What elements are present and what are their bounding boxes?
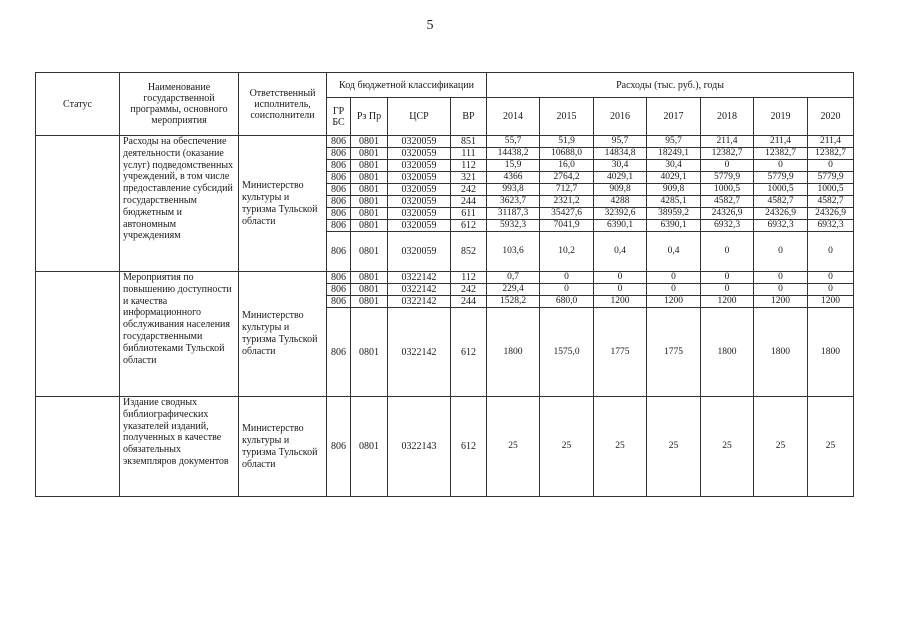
status-cell bbox=[36, 397, 120, 497]
expense-value-cell: 1200 bbox=[701, 296, 754, 308]
csr-cell: 0320059 bbox=[388, 184, 451, 196]
vr-cell: 244 bbox=[451, 296, 487, 308]
expense-value-cell: 95,7 bbox=[594, 136, 647, 148]
expense-value-cell: 1200 bbox=[808, 296, 854, 308]
expense-value-cell: 1800 bbox=[808, 308, 854, 397]
header-status: Статус bbox=[36, 73, 120, 136]
budget-table bbox=[35, 72, 854, 497]
grbs-cell: 806 bbox=[327, 308, 351, 397]
expense-value-cell: 30,4 bbox=[594, 160, 647, 172]
csr-cell: 0322143 bbox=[388, 397, 451, 497]
expense-value-cell: 95,7 bbox=[647, 136, 701, 148]
expense-value-cell: 4582,7 bbox=[754, 196, 808, 208]
expense-value-cell: 12382,7 bbox=[808, 148, 854, 160]
expense-value-cell: 10688,0 bbox=[540, 148, 594, 160]
expense-value-cell: 1000,5 bbox=[808, 184, 854, 196]
csr-cell: 0322142 bbox=[388, 284, 451, 296]
program-name-cell: Мероприятия по повышению доступности и качества информационного обслуживания населения государственными библиотеками Тульской области bbox=[120, 272, 239, 397]
expense-value-cell: 0 bbox=[754, 232, 808, 272]
table-row bbox=[36, 272, 854, 284]
grbs-cell: 806 bbox=[327, 136, 351, 148]
expense-value-cell: 0 bbox=[647, 272, 701, 284]
expense-value-cell: 25 bbox=[754, 397, 808, 497]
expense-value-cell: 0 bbox=[701, 284, 754, 296]
header-year: 2019 bbox=[754, 98, 808, 136]
expense-value-cell: 30,4 bbox=[647, 160, 701, 172]
expense-value-cell: 6932,3 bbox=[754, 220, 808, 232]
rzpr-cell: 0801 bbox=[351, 284, 388, 296]
expense-value-cell: 2764,2 bbox=[540, 172, 594, 184]
expense-value-cell: 993,8 bbox=[487, 184, 540, 196]
header-year: 2016 bbox=[594, 98, 647, 136]
responsible-cell: Министерство культуры и туризма Тульской области bbox=[239, 136, 327, 272]
expense-value-cell: 6390,1 bbox=[647, 220, 701, 232]
expense-value-cell: 1775 bbox=[647, 308, 701, 397]
grbs-cell: 806 bbox=[327, 220, 351, 232]
rzpr-cell: 0801 bbox=[351, 148, 388, 160]
rzpr-cell: 0801 bbox=[351, 272, 388, 284]
expense-value-cell: 4029,1 bbox=[594, 172, 647, 184]
status-cell bbox=[36, 136, 120, 272]
expense-value-cell: 909,8 bbox=[594, 184, 647, 196]
expense-value-cell: 4366 bbox=[487, 172, 540, 184]
vr-cell: 612 bbox=[451, 220, 487, 232]
expense-value-cell: 25 bbox=[540, 397, 594, 497]
expense-value-cell: 1200 bbox=[594, 296, 647, 308]
program-name-cell: Издание сводных библиографических указателей изданий, полученных в качестве обязательных экземпляров документов bbox=[120, 397, 239, 497]
rzpr-cell: 0801 bbox=[351, 136, 388, 148]
expense-value-cell: 211,4 bbox=[754, 136, 808, 148]
expense-value-cell: 16,0 bbox=[540, 160, 594, 172]
expense-value-cell: 4285,1 bbox=[647, 196, 701, 208]
vr-cell: 851 bbox=[451, 136, 487, 148]
csr-cell: 0322142 bbox=[388, 296, 451, 308]
expense-value-cell: 0 bbox=[540, 272, 594, 284]
expense-value-cell: 1800 bbox=[754, 308, 808, 397]
csr-cell: 0320059 bbox=[388, 232, 451, 272]
page-number: 5 bbox=[426, 18, 434, 33]
header-expenses: Расходы (тыс. руб.), годы bbox=[487, 73, 854, 98]
expense-value-cell: 3623,7 bbox=[487, 196, 540, 208]
program-name-cell: Расходы на обеспечение деятельности (оказание услуг) подведомственных учреждений, в том числе предоставление субсидий государственным бюджетным и автономным учреждениям bbox=[120, 136, 239, 272]
vr-cell: 242 bbox=[451, 284, 487, 296]
csr-cell: 0320059 bbox=[388, 220, 451, 232]
expense-value-cell: 712,7 bbox=[540, 184, 594, 196]
vr-cell: 612 bbox=[451, 397, 487, 497]
header-responsible: Ответственный исполнитель, соисполнители bbox=[239, 73, 327, 136]
grbs-cell: 806 bbox=[327, 184, 351, 196]
header-budget-code: Код бюджетной классификации bbox=[327, 73, 487, 98]
rzpr-cell: 0801 bbox=[351, 184, 388, 196]
expense-value-cell: 229,4 bbox=[487, 284, 540, 296]
expense-value-cell: 1200 bbox=[754, 296, 808, 308]
expense-value-cell: 2321,2 bbox=[540, 196, 594, 208]
expense-value-cell: 1800 bbox=[701, 308, 754, 397]
rzpr-cell: 0801 bbox=[351, 220, 388, 232]
expense-value-cell: 0 bbox=[754, 284, 808, 296]
expense-value-cell: 24326,9 bbox=[808, 208, 854, 220]
header-year: 2020 bbox=[808, 98, 854, 136]
expense-value-cell: 211,4 bbox=[701, 136, 754, 148]
grbs-cell: 806 bbox=[327, 208, 351, 220]
vr-cell: 321 bbox=[451, 172, 487, 184]
grbs-cell: 806 bbox=[327, 148, 351, 160]
table-body bbox=[36, 136, 854, 497]
expense-value-cell: 103,6 bbox=[487, 232, 540, 272]
expense-value-cell: 55,7 bbox=[487, 136, 540, 148]
table-row bbox=[36, 397, 854, 497]
expense-value-cell: 1000,5 bbox=[701, 184, 754, 196]
expense-value-cell: 5779,9 bbox=[808, 172, 854, 184]
rzpr-cell: 0801 bbox=[351, 160, 388, 172]
rzpr-cell: 0801 bbox=[351, 397, 388, 497]
expense-value-cell: 1575,0 bbox=[540, 308, 594, 397]
expense-value-cell: 25 bbox=[487, 397, 540, 497]
header-name: Наименование государственной программы, основного мероприятия bbox=[120, 73, 239, 136]
responsible-cell: Министерство культуры и туризма Тульской области bbox=[239, 397, 327, 497]
expense-value-cell: 5779,9 bbox=[754, 172, 808, 184]
header-year: 2014 bbox=[487, 98, 540, 136]
status-cell bbox=[36, 272, 120, 397]
vr-cell: 612 bbox=[451, 308, 487, 397]
header-csr: ЦСР bbox=[388, 98, 451, 136]
expense-value-cell: 14834,8 bbox=[594, 148, 647, 160]
expense-value-cell: 0 bbox=[594, 284, 647, 296]
grbs-cell: 806 bbox=[327, 397, 351, 497]
expense-value-cell: 0,4 bbox=[647, 232, 701, 272]
grbs-cell: 806 bbox=[327, 232, 351, 272]
expense-value-cell: 0 bbox=[647, 284, 701, 296]
expense-value-cell: 5932,3 bbox=[487, 220, 540, 232]
expense-value-cell: 0 bbox=[808, 272, 854, 284]
header-rzpr: Рз Пр bbox=[351, 98, 388, 136]
rzpr-cell: 0801 bbox=[351, 296, 388, 308]
responsible-cell: Министерство культуры и туризма Тульской области bbox=[239, 272, 327, 397]
csr-cell: 0320059 bbox=[388, 160, 451, 172]
header-year: 2017 bbox=[647, 98, 701, 136]
vr-cell: 244 bbox=[451, 196, 487, 208]
rzpr-cell: 0801 bbox=[351, 232, 388, 272]
grbs-cell: 806 bbox=[327, 284, 351, 296]
csr-cell: 0320059 bbox=[388, 148, 451, 160]
csr-cell: 0322142 bbox=[388, 272, 451, 284]
expense-value-cell: 1800 bbox=[487, 308, 540, 397]
vr-cell: 852 bbox=[451, 232, 487, 272]
expense-value-cell: 7041,9 bbox=[540, 220, 594, 232]
expense-value-cell: 25 bbox=[701, 397, 754, 497]
csr-cell: 0320059 bbox=[388, 208, 451, 220]
grbs-cell: 806 bbox=[327, 296, 351, 308]
expense-value-cell: 25 bbox=[808, 397, 854, 497]
vr-cell: 112 bbox=[451, 272, 487, 284]
expense-value-cell: 25 bbox=[647, 397, 701, 497]
expense-value-cell: 211,4 bbox=[808, 136, 854, 148]
vr-cell: 111 bbox=[451, 148, 487, 160]
expense-value-cell: 0 bbox=[754, 160, 808, 172]
header-vr: ВР bbox=[451, 98, 487, 136]
expense-value-cell: 0,4 bbox=[594, 232, 647, 272]
vr-cell: 611 bbox=[451, 208, 487, 220]
grbs-cell: 806 bbox=[327, 196, 351, 208]
expense-value-cell: 4582,7 bbox=[808, 196, 854, 208]
header-grbs: ГР БС bbox=[327, 98, 351, 136]
expense-value-cell: 24326,9 bbox=[754, 208, 808, 220]
expense-value-cell: 4029,1 bbox=[647, 172, 701, 184]
csr-cell: 0320059 bbox=[388, 172, 451, 184]
expense-value-cell: 14438,2 bbox=[487, 148, 540, 160]
expense-value-cell: 0 bbox=[594, 272, 647, 284]
expense-value-cell: 0 bbox=[808, 160, 854, 172]
expense-value-cell: 4582,7 bbox=[701, 196, 754, 208]
csr-cell: 0322142 bbox=[388, 308, 451, 397]
csr-cell: 0320059 bbox=[388, 136, 451, 148]
expense-value-cell: 1200 bbox=[647, 296, 701, 308]
expense-value-cell: 25 bbox=[594, 397, 647, 497]
header-year: 2018 bbox=[701, 98, 754, 136]
expense-value-cell: 1528,2 bbox=[487, 296, 540, 308]
expense-value-cell: 0 bbox=[754, 272, 808, 284]
expense-value-cell: 31187,3 bbox=[487, 208, 540, 220]
expense-value-cell: 12382,7 bbox=[754, 148, 808, 160]
expense-value-cell: 5779,9 bbox=[701, 172, 754, 184]
expense-value-cell: 0 bbox=[701, 160, 754, 172]
expense-value-cell: 0 bbox=[808, 284, 854, 296]
grbs-cell: 806 bbox=[327, 172, 351, 184]
expense-value-cell: 4288 bbox=[594, 196, 647, 208]
grbs-cell: 806 bbox=[327, 160, 351, 172]
rzpr-cell: 0801 bbox=[351, 172, 388, 184]
table-row bbox=[36, 136, 854, 148]
expense-value-cell: 6932,3 bbox=[808, 220, 854, 232]
expense-value-cell: 0,7 bbox=[487, 272, 540, 284]
header-year: 2015 bbox=[540, 98, 594, 136]
expense-value-cell: 18249,1 bbox=[647, 148, 701, 160]
expense-value-cell: 38959,2 bbox=[647, 208, 701, 220]
vr-cell: 112 bbox=[451, 160, 487, 172]
expense-value-cell: 1775 bbox=[594, 308, 647, 397]
expense-value-cell: 1000,5 bbox=[754, 184, 808, 196]
rzpr-cell: 0801 bbox=[351, 196, 388, 208]
expense-value-cell: 51,9 bbox=[540, 136, 594, 148]
expense-value-cell: 24326,9 bbox=[701, 208, 754, 220]
expense-value-cell: 15,9 bbox=[487, 160, 540, 172]
vr-cell: 242 bbox=[451, 184, 487, 196]
expense-value-cell: 0 bbox=[701, 272, 754, 284]
expense-value-cell: 909,8 bbox=[647, 184, 701, 196]
expense-value-cell: 35427,6 bbox=[540, 208, 594, 220]
grbs-cell: 806 bbox=[327, 272, 351, 284]
rzpr-cell: 0801 bbox=[351, 308, 388, 397]
expense-value-cell: 0 bbox=[808, 232, 854, 272]
rzpr-cell: 0801 bbox=[351, 208, 388, 220]
expense-value-cell: 0 bbox=[540, 284, 594, 296]
expense-value-cell: 680,0 bbox=[540, 296, 594, 308]
expense-value-cell: 6390,1 bbox=[594, 220, 647, 232]
expense-value-cell: 10,2 bbox=[540, 232, 594, 272]
expense-value-cell: 12382,7 bbox=[701, 148, 754, 160]
csr-cell: 0320059 bbox=[388, 196, 451, 208]
expense-value-cell: 6932,3 bbox=[701, 220, 754, 232]
expense-value-cell: 32392,6 bbox=[594, 208, 647, 220]
expense-value-cell: 0 bbox=[701, 232, 754, 272]
